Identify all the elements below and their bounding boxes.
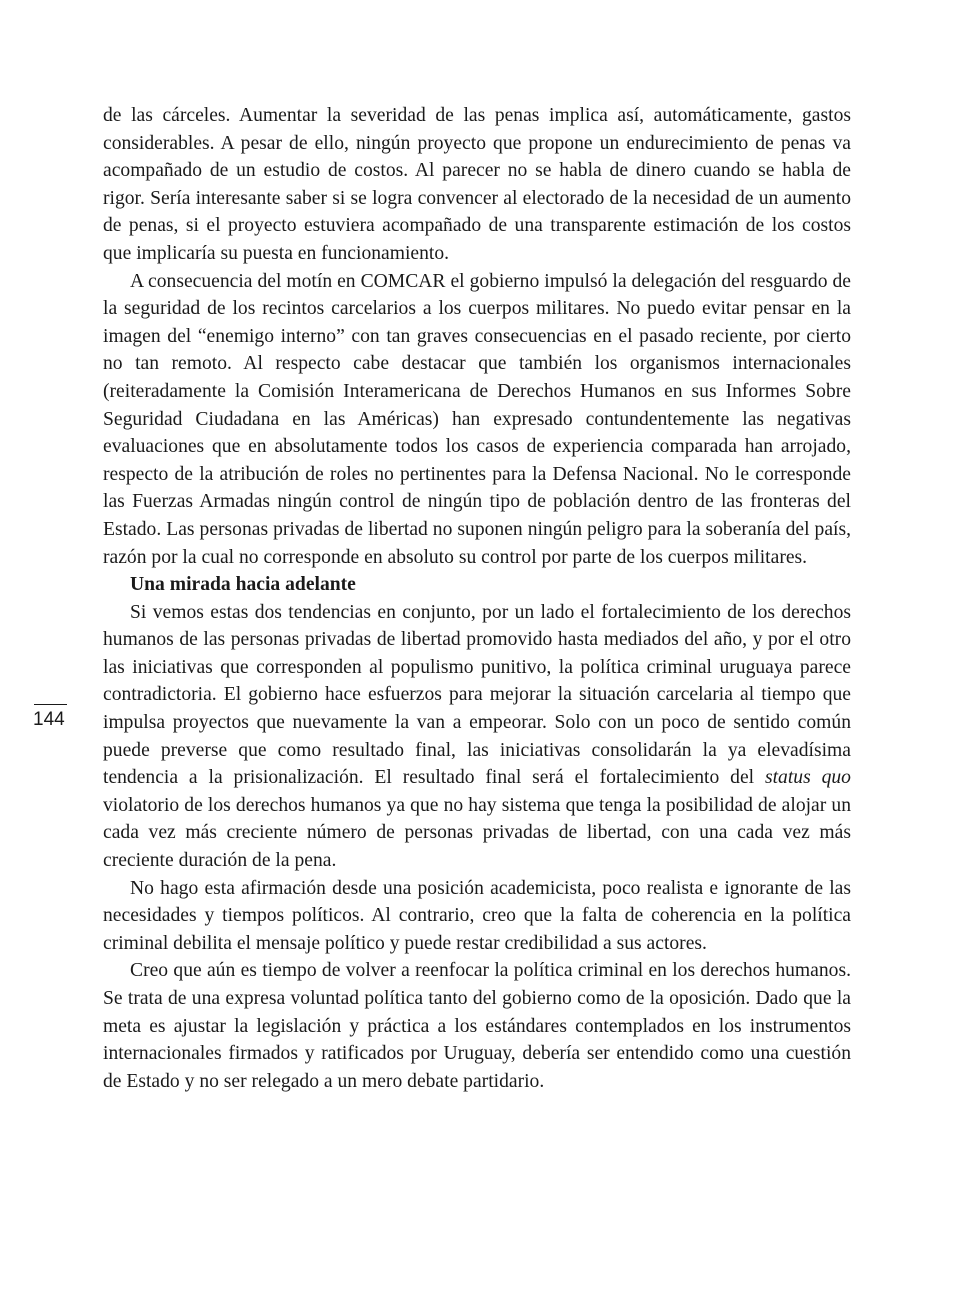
italic-term: status quo bbox=[764, 767, 851, 789]
paragraph-tendencias bbox=[103, 599, 851, 875]
paragraph-text: Si vemos estas dos tendencias en conjunto, por un lado el fortalecimiento de los derechos humanos de las personas privadas de libertad promovido hasta mediados del año, y por el otro las iniciativas que corresponden al populismo punitivo, la política criminal uruguaya parece contradictoria. El gobierno hace esfuerzos para mejorar la situación carcelaria al tiempo que impulsa proyectos que nuevamente la van a empeorar. Solo con un poco de sentido común puede preverse que como resultado final, las iniciativas consolidarán la ya elevadísima tendencia a la prisionalización. El resultado final será el fortalecimiento del bbox=[103, 601, 851, 789]
page-number: 144 bbox=[33, 709, 65, 730]
paragraph-conclusion: Creo que aún es tiempo de volver a reenfocar la política criminal en los derechos humanos. Se trata de una expresa voluntad política tanto del gobierno como de la oposición. Dado que la meta es ajustar la legislación y práctica a los estándares contemplados en los instrumentos internacionales firmados y ratificados por Uruguay, debería ser entendido como una cuestión de Estado y no ser relegado a un mero debate partidario. bbox=[103, 960, 851, 1092]
paragraph-comcar: A consecuencia del motín en COMCAR el gobierno impulsó la delegación del resguardo de la seguridad de los recintos carcelarios a los cuerpos militares. No puedo evitar pensar en la imagen del “enemigo interno” con tan graves consecuencias en el pasado reciente, por cierto no tan remoto. Al respecto cabe destacar que también los organismos internacionales (reiteradamente la Comisión Interamericana de Derechos Humanos en sus Informes Sobre Seguridad Ciudadana en las Américas) han expresado contundentemente las negativas evaluaciones que en absolutamente todos los casos de experiencia comparada han arrojado, respecto de la atribución de roles no pertinentes para la Defensa Nacional. No le corresponde las Fuerzas Armadas ningún control de ningún tipo de población dentro de las fronteras del Estado. Las personas privadas de libertad no suponen ningún peligro para la soberanía del país, razón por la cual no corresponde en absoluto su control por parte de los cuerpos militares. bbox=[103, 270, 851, 568]
paragraph-text: violatorio de los derechos humanos ya que no hay sistema que tenga la posibilidad de alojar un cada vez más creciente número de personas privadas de libertad, con una cada vez más creciente duración de la pena. bbox=[103, 794, 851, 872]
section-heading: Una mirada hacia adelante bbox=[130, 574, 356, 596]
body-text bbox=[103, 102, 851, 1095]
paragraph-afirmacion: No hago esta afirmación desde una posición academicista, poco realista e ignorante de las necesidades y tiempos políticos. Al contrario, creo que la falta de coherencia en la política criminal debilita el mensaje político y puede restar credibilidad a sus actores. bbox=[103, 877, 851, 954]
paragraph-continued: de las cárceles. Aumentar la severidad de las penas implica así, automáticamente, gastos considerables. A pesar de ello, ningún proyecto que propone un endurecimiento de penas va acompañado de un estudio de costos. Al parecer no se habla de dinero cuando se habla de rigor. Sería interesante saber si se logra convencer al electorado de la necesidad de un aumento de penas, si el proyecto estuviera acompañado de una transparente estimación de los costos que implicaría su puesta en funcionamiento. bbox=[103, 105, 851, 264]
page-number-rule bbox=[34, 704, 67, 705]
